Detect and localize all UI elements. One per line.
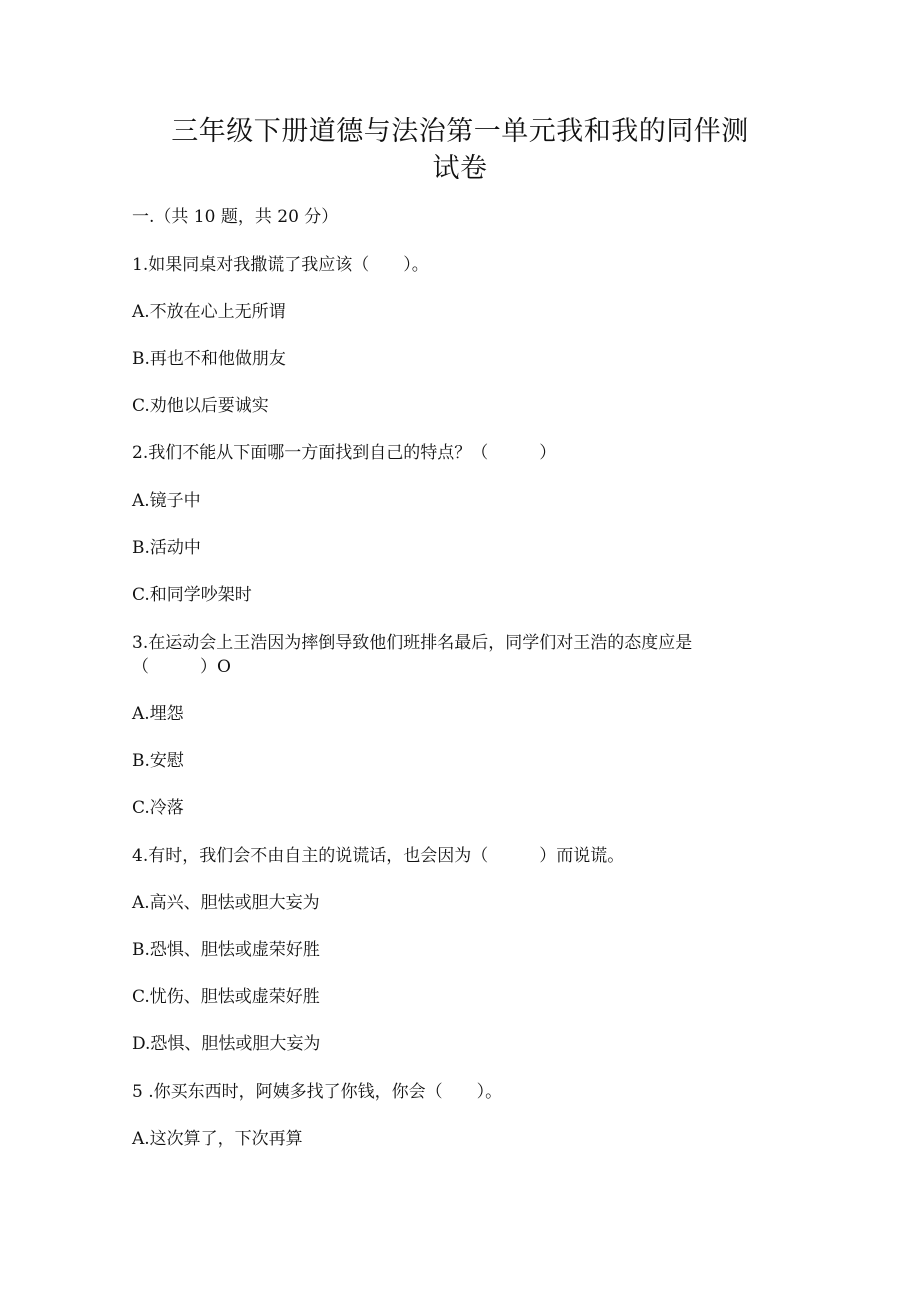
question-4-option-b: B.恐惧、胆怯或虚荣好胜 [132, 940, 320, 960]
question-4-option-c: C.忧伤、胆怯或虚荣好胜 [132, 987, 320, 1007]
section-header: 一.（共 10 题，共 20 分） [132, 207, 339, 227]
question-1-option-b: B.再也不和他做朋友 [132, 349, 286, 369]
question-3-option-a: A.埋怨 [132, 704, 184, 724]
title-line-1: 三年级下册道德与法治第一单元我和我的同伴测 [171, 116, 749, 147]
question-1-option-a: A.不放在心上无所谓 [132, 302, 286, 322]
question-4-option-a: A.高兴、胆怯或胆大妄为 [132, 893, 320, 913]
question-3-stem-line-2: （ ）O [132, 657, 231, 677]
question-4-option-d: D.恐惧、胆怯或胆大妄为 [132, 1034, 321, 1054]
question-2-stem: 2.我们不能从下面哪一方面找到自己的特点？（ ） [132, 443, 557, 463]
question-3-option-c: C.冷落 [132, 798, 184, 818]
question-2-option-c: C.和同学吵架时 [132, 585, 252, 605]
page-title [130, 113, 790, 187]
title-line-2: 试卷 [432, 153, 488, 184]
question-1-stem: 1.如果同桌对我撒谎了我应该（ ）。 [132, 255, 429, 275]
question-4-stem: 4.有时，我们会不由自主的说谎话，也会因为（ ）而说谎。 [132, 846, 625, 866]
question-3-stem-line-1: 3.在运动会上王浩因为摔倒导致他们班排名最后，同学们对王浩的态度应是 [132, 633, 693, 653]
question-1-option-c: C.劝他以后要诚实 [132, 396, 269, 416]
question-2-option-a: A.镜子中 [132, 491, 201, 511]
question-5-option-a: A.这次算了，下次再算 [132, 1129, 303, 1149]
question-3-option-b: B.安慰 [132, 751, 184, 771]
question-2-option-b: B.活动中 [132, 538, 201, 558]
question-5-stem: 5 .你买东西时，阿姨多找了你钱，你会（ ）。 [132, 1082, 503, 1102]
